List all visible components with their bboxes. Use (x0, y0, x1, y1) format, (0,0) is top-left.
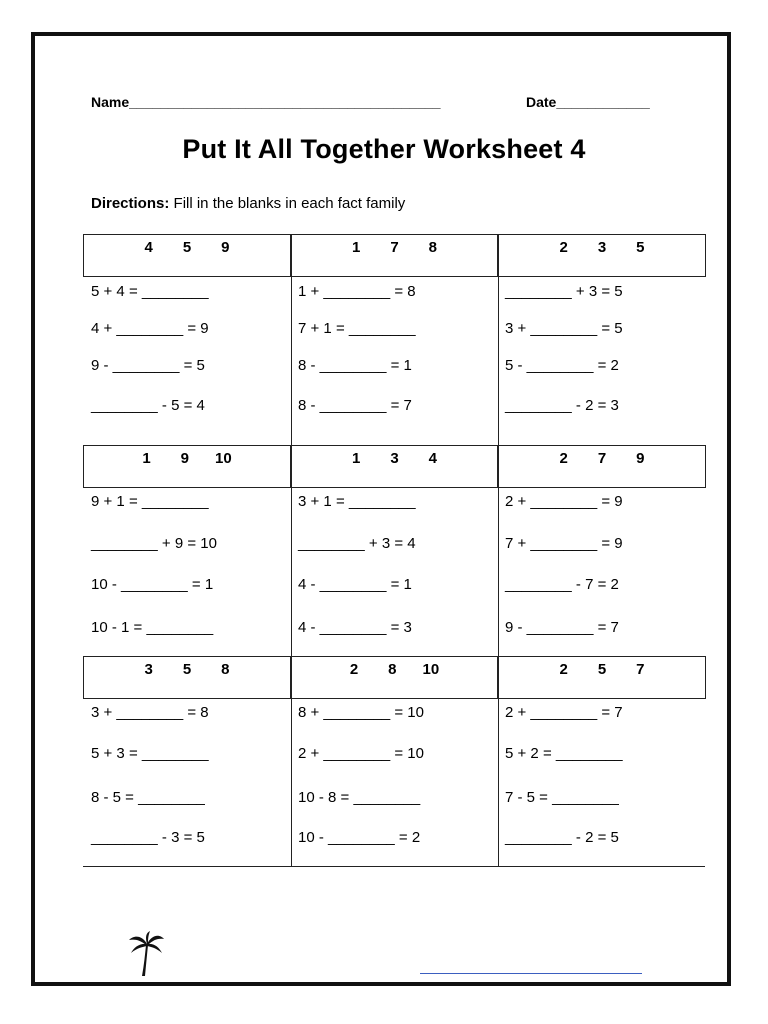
fact-family-number: 9 (221, 239, 230, 256)
fact-family-number: 1 (351, 239, 361, 256)
fact-family-equation[interactable]: 5 + 2 = ________ (505, 745, 623, 762)
fact-family-equation[interactable]: ________ - 2 = 3 (505, 397, 619, 414)
footer-link-line[interactable] (420, 973, 642, 975)
fact-family-numbers (498, 234, 706, 277)
fact-family-equation[interactable]: 8 - ________ = 7 (298, 397, 412, 414)
fact-family-number: 3 (390, 450, 399, 467)
column-divider (291, 234, 292, 867)
fact-family-number: 4 (144, 239, 153, 256)
fact-family-equation[interactable]: 5 - ________ = 2 (505, 357, 619, 374)
fact-family-number: 8 (428, 239, 438, 256)
fact-family-equation[interactable]: ________ + 9 = 10 (91, 535, 217, 552)
fact-family-equation[interactable]: 8 + ________ = 10 (298, 704, 424, 721)
fact-family-equation[interactable]: ________ - 5 = 4 (91, 397, 205, 414)
date-field-label: Date____________ (526, 94, 650, 110)
page-title: Put It All Together Worksheet 4 (182, 134, 586, 164)
fact-family-number: 5 (636, 239, 645, 256)
fact-family-equation[interactable]: 8 - 5 = ________ (91, 789, 205, 806)
fact-family-equation[interactable]: 2 + ________ = 9 (505, 493, 623, 510)
fact-family-equation[interactable]: 4 - ________ = 3 (298, 619, 412, 636)
fact-family-number: 1 (142, 450, 151, 467)
fact-family-numbers (498, 445, 706, 488)
fact-family-equation[interactable]: 5 + 3 = ________ (91, 745, 209, 762)
fact-family-number: 7 (636, 661, 645, 678)
fact-family-equation[interactable]: 8 - ________ = 1 (298, 357, 412, 374)
fact-family-number: 10 (422, 661, 440, 678)
fact-family-equation[interactable]: 2 + ________ = 10 (298, 745, 424, 762)
fact-family-numbers (291, 445, 498, 488)
fact-family-equation[interactable]: 3 + ________ = 8 (91, 704, 209, 721)
fact-family-equation[interactable]: 9 - ________ = 7 (505, 619, 619, 636)
fact-family-number: 5 (597, 661, 607, 678)
fact-family-equation[interactable]: 10 - 8 = ________ (298, 789, 421, 806)
fact-family-number: 1 (351, 450, 361, 467)
fact-family-number: 8 (388, 661, 397, 678)
fact-family-equation[interactable]: 7 + ________ = 9 (505, 535, 623, 552)
fact-family-number: 7 (390, 239, 399, 256)
fact-family-equation[interactable]: ________ - 7 = 2 (505, 576, 619, 593)
name-field-label: Name________________________________________ (91, 94, 441, 110)
fact-family-equation[interactable]: 4 + ________ = 9 (91, 320, 209, 337)
fact-family-number: 2 (349, 661, 359, 678)
fact-family-equation[interactable]: 10 - 1 = ________ (91, 619, 214, 636)
directions-text: Fill in the blanks in each fact family (169, 195, 406, 212)
fact-family-number: 2 (559, 239, 568, 256)
fact-family-numbers (83, 445, 291, 488)
fact-family-equation[interactable]: ________ - 3 = 5 (91, 829, 205, 846)
fact-family-number: 3 (144, 661, 153, 678)
fact-family-equation[interactable]: 4 - ________ = 1 (298, 576, 412, 593)
fact-family-equation[interactable]: 3 + 1 = ________ (298, 493, 416, 510)
fact-family-equation[interactable]: 7 + 1 = ________ (298, 320, 416, 337)
fact-family-equation[interactable]: ________ - 2 = 5 (505, 829, 619, 846)
fact-family-number: 3 (597, 239, 607, 256)
fact-family-equation[interactable]: 3 + ________ = 5 (505, 320, 623, 337)
fact-family-number: 9 (180, 450, 189, 467)
fact-family-number: 2 (559, 661, 568, 678)
fact-family-number: 4 (428, 450, 438, 467)
fact-family-number: 2 (559, 450, 568, 467)
fact-family-numbers (291, 234, 498, 277)
fact-family-number: 7 (597, 450, 607, 467)
fact-family-number: 5 (182, 661, 192, 678)
fact-family-equation[interactable]: 9 + 1 = ________ (91, 493, 209, 510)
fact-family-number: 8 (221, 661, 230, 678)
fact-family-equation[interactable]: 5 + 4 = ________ (91, 283, 209, 300)
fact-family-equation[interactable]: 9 - ________ = 5 (91, 357, 205, 374)
fact-family-number: 5 (182, 239, 192, 256)
fact-family-equation[interactable]: ________ + 3 = 5 (505, 283, 623, 300)
fact-family-equation[interactable]: 10 - ________ = 1 (91, 576, 214, 593)
fact-family-equation[interactable]: 1 + ________ = 8 (298, 283, 416, 300)
fact-family-numbers (83, 234, 291, 277)
fact-family-numbers (291, 656, 498, 699)
column-divider (498, 234, 499, 867)
fact-family-equation[interactable]: 2 + ________ = 7 (505, 704, 623, 721)
fact-family-numbers (83, 656, 291, 699)
fact-family-number: 10 (215, 450, 232, 467)
directions-label: Directions: (91, 195, 170, 212)
fact-family-equation[interactable]: 7 - 5 = ________ (505, 789, 619, 806)
fact-family-numbers (498, 656, 706, 699)
fact-family-number: 9 (636, 450, 645, 467)
palm-tree-icon (128, 931, 164, 977)
grid-bottom-rule (83, 866, 705, 867)
fact-family-equation[interactable]: 10 - ________ = 2 (298, 829, 421, 846)
fact-family-equation[interactable]: ________ + 3 = 4 (298, 535, 416, 552)
